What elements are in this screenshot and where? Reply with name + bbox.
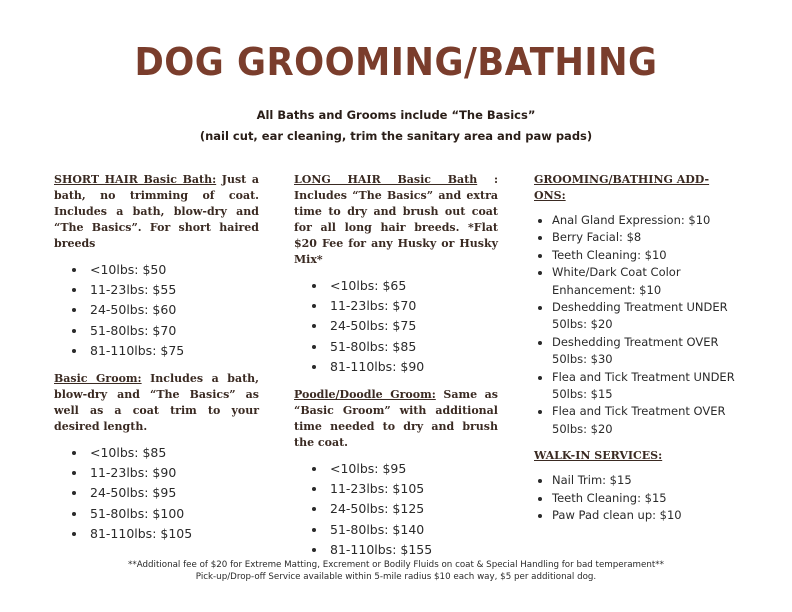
add-ons-list [534, 212, 739, 438]
long-hair-price-list [294, 276, 498, 377]
list-item: White/Dark Coat Color Enhancement: $10 [534, 264, 739, 299]
poodle-groom-text: Same as “Basic Groom” with additional time needed to dry and brush the coat. [294, 388, 498, 450]
list-item: 81-110lbs: $90 [312, 357, 498, 377]
list-item: Deshedding Treatment UNDER 50lbs: $20 [534, 299, 739, 334]
page-title: DOG GROOMING/BATHING [134, 40, 658, 84]
poodle-groom-price-list [294, 459, 498, 560]
add-ons-heading: GROOMING/BATHING ADD-ONS: [534, 173, 710, 202]
column-add-ons [534, 172, 739, 535]
long-hair-text: : Includes “The Basics” and extra time to dry and brush out coat for all long hair breeds. *Flat $20 Fee for any Husky or Husky Mix* [294, 173, 499, 266]
list-item: 11-23lbs: $70 [312, 296, 498, 316]
list-item: 51-80lbs: $70 [72, 321, 259, 341]
footer-pickup-service: Pick-up/Drop-off Service available within 5-mile radius $10 each way, $5 per additional dog. [195, 572, 597, 582]
subtitle-basics: All Baths and Grooms include “The Basics” [256, 108, 536, 122]
list-item: <10lbs: $50 [72, 260, 259, 280]
list-item: 11-23lbs: $55 [72, 280, 259, 300]
list-item: <10lbs: $65 [312, 276, 498, 296]
list-item: 24-50lbs: $95 [72, 483, 259, 503]
basic-groom-price-list [54, 443, 259, 544]
short-hair-text: Just a bath, no trimming of coat. Includes a bath, blow-dry and “The Basics”. For short haired breeds [54, 173, 259, 250]
list-item: <10lbs: $85 [72, 443, 259, 463]
poodle-groom-heading: Poodle/Doodle Groom: [294, 388, 436, 402]
list-item: Flea and Tick Treatment OVER 50lbs: $20 [534, 403, 739, 438]
list-item: 11-23lbs: $105 [312, 479, 498, 499]
basic-groom-heading: Basic Groom: [54, 372, 142, 386]
list-item: 51-80lbs: $85 [312, 337, 498, 357]
short-hair-heading: SHORT HAIR Basic Bath: [54, 173, 217, 186]
list-item: Nail Trim: $15 [534, 472, 739, 489]
list-item: 24-50lbs: $60 [72, 300, 259, 320]
list-item: Flea and Tick Treatment UNDER 50lbs: $15 [534, 369, 739, 404]
basic-groom-description [54, 371, 259, 435]
poodle-groom-description [294, 387, 498, 451]
list-item: 81-110lbs: $75 [72, 341, 259, 361]
list-item: 51-80lbs: $140 [312, 520, 498, 540]
list-item: 81-110lbs: $155 [312, 540, 498, 560]
long-hair-heading: LONG HAIR Basic Bath [294, 173, 478, 186]
subtitle-basics-details: (nail cut, ear cleaning, trim the sanitary area and paw pads) [199, 129, 593, 143]
list-item: 11-23lbs: $90 [72, 463, 259, 483]
long-hair-description [294, 172, 498, 268]
column-long-hair [294, 172, 498, 570]
list-item: Teeth Cleaning: $15 [534, 490, 739, 507]
list-item: 24-50lbs: $125 [312, 499, 498, 519]
basic-groom-text: Includes a bath, blow-dry and “The Basics” as well as a coat trim to your desired length. [54, 372, 259, 434]
list-item: Anal Gland Expression: $10 [534, 212, 739, 229]
column-short-hair [54, 172, 259, 554]
walk-in-heading: WALK-IN SERVICES: [534, 449, 663, 463]
list-item: Berry Facial: $8 [534, 229, 739, 246]
walk-in-list [534, 472, 739, 524]
list-item: 24-50lbs: $75 [312, 316, 498, 336]
list-item: Teeth Cleaning: $10 [534, 247, 739, 264]
list-item: 51-80lbs: $100 [72, 504, 259, 524]
footer-additional-fee: **Additional fee of $20 for Extreme Matting, Excrement or Bodily Fluids on coat & Special Handling for bad temperament** [128, 560, 664, 570]
short-hair-description [54, 172, 259, 252]
list-item: Paw Pad clean up: $10 [534, 507, 739, 524]
list-item: <10lbs: $95 [312, 459, 498, 479]
list-item: 81-110lbs: $105 [72, 524, 259, 544]
list-item: Deshedding Treatment OVER 50lbs: $30 [534, 334, 739, 369]
short-hair-price-list [54, 260, 259, 361]
